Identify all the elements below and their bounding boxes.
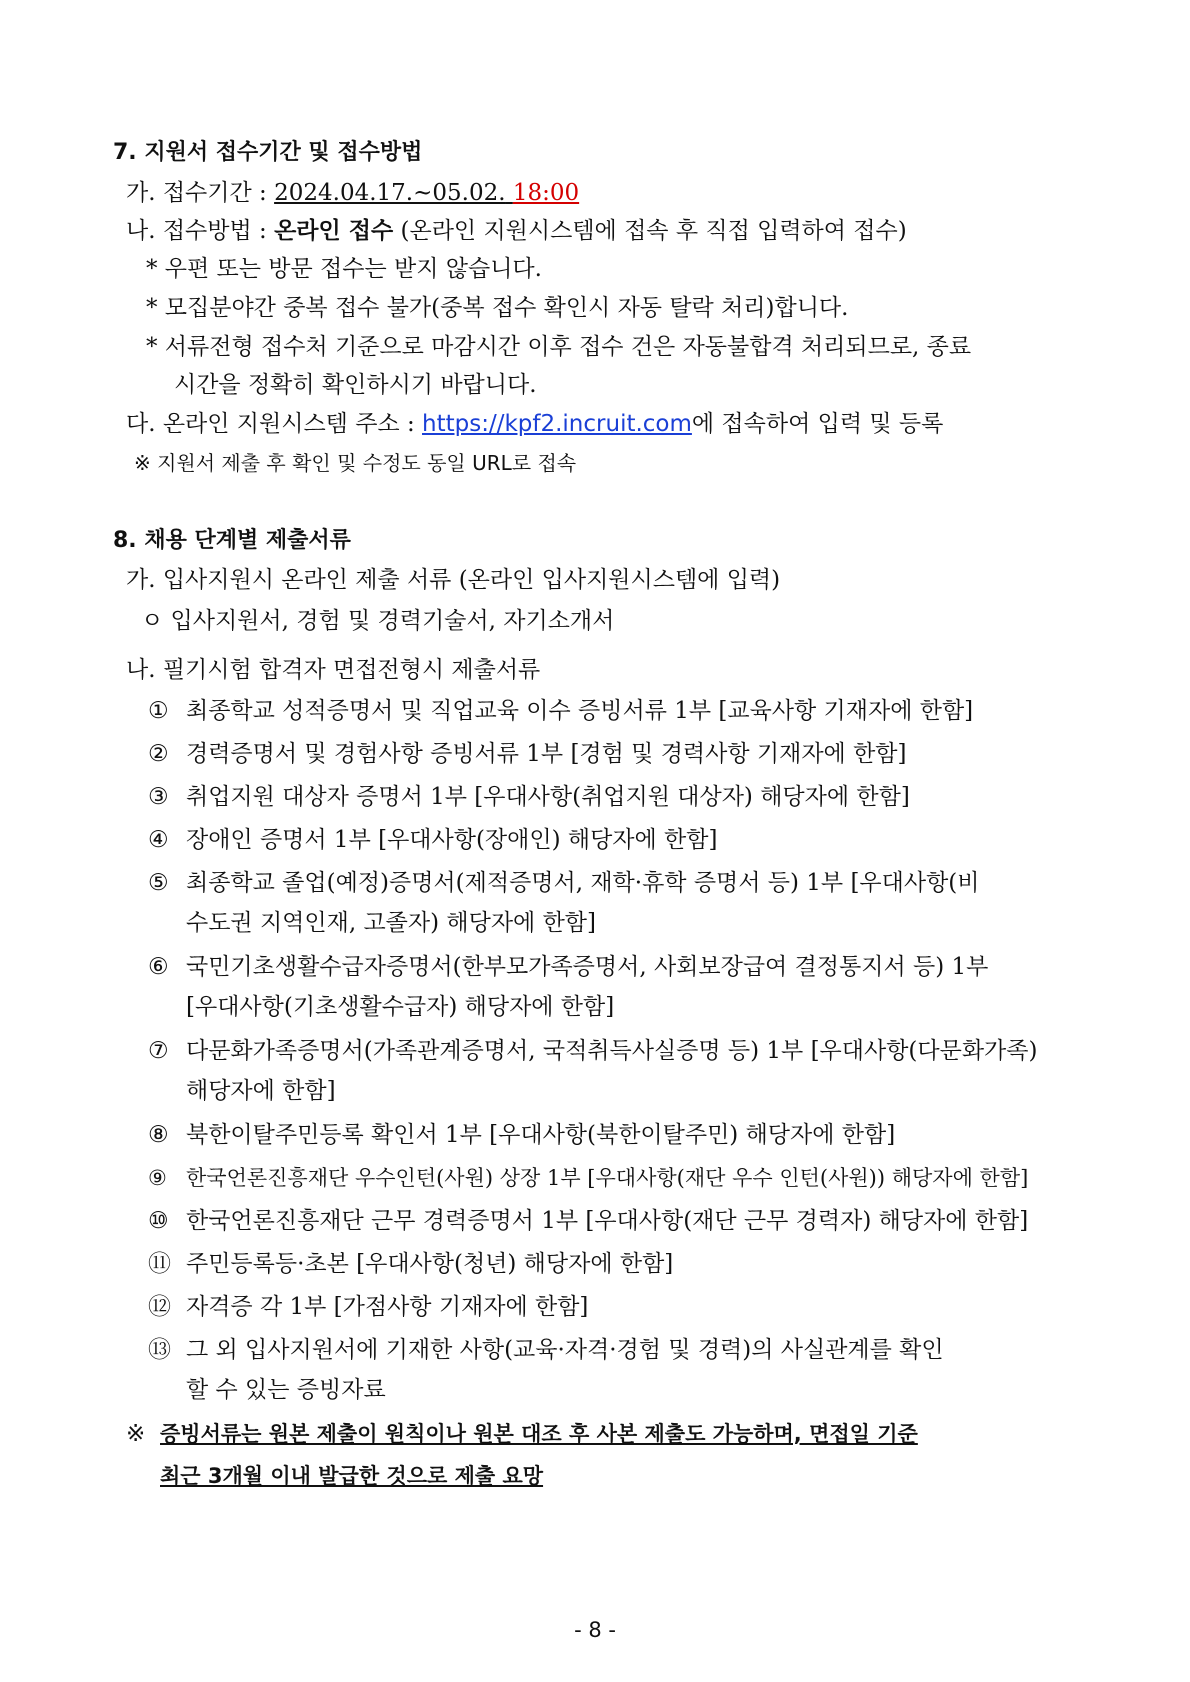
doc-item-text: 경력증명서 및 경험사항 증빙서류 1부 [경험 및 경력사항 기재자에 한함] (186, 741, 907, 767)
reference-mark: ※ (126, 1421, 146, 1447)
doc-item-text: 최종학교 졸업(예정)증명서(제적증명서, 재학·휴학 증명서 등) 1부 [우대사항(비 (186, 870, 980, 896)
doc-item-8 (148, 1120, 895, 1150)
period-date: 2024.04.17.~05.02. (274, 180, 506, 206)
doc-item-number: ⑥ (148, 954, 169, 980)
doc-item-text: 장애인 증명서 1부 [우대사항(장애인) 해당자에 한함] (186, 827, 718, 853)
address-rest: 에 접속하여 입력 및 등록 (691, 411, 944, 437)
doc-item-1 (148, 696, 973, 726)
section-8-title: 8. 채용 단계별 제출서류 (113, 528, 351, 553)
interview-docs-label: 나. 필기시험 합격자 면접전형시 제출서류 (126, 657, 541, 683)
period-line (126, 178, 579, 208)
doc-item-number: ⑦ (148, 1038, 169, 1064)
doc-item-text: 주민등록등·초본 [우대사항(청년) 해당자에 한함] (186, 1251, 674, 1277)
doc-item-number: ④ (148, 827, 169, 853)
page-number: - 8 - (574, 1618, 616, 1642)
doc-item-text: 한국언론진흥재단 근무 경력증명서 1부 [우대사항(재단 근무 경력자) 해당자에 한함] (186, 1208, 1029, 1234)
doc-item-number: ⑫ (148, 1294, 171, 1320)
method-label: 나. 접수방법 : (126, 218, 275, 244)
doc-item-12 (148, 1292, 588, 1322)
doc-item-2 (148, 739, 906, 769)
doc-item-11 (148, 1249, 673, 1279)
doc-item-number: ⑩ (148, 1208, 169, 1234)
doc-item-number: ② (148, 741, 169, 767)
doc-item-6-cont: [우대사항(기초생활수급자) 해당자에 한함] (186, 994, 615, 1020)
doc-item-number: ① (148, 698, 169, 724)
url-note: ※ 지원서 제출 후 확인 및 수정도 동일 URL로 접속 (134, 451, 577, 475)
doc-item-text: 다문화가족증명서(가족관계증명서, 국적취득사실증명 등) 1부 [우대사항(다문화가족) (186, 1038, 1038, 1064)
doc-item-number: ⑨ (148, 1166, 167, 1190)
note-post: * 우편 또는 방문 접수는 받지 않습니다. (146, 256, 542, 282)
period-label: 가. 접수기간 : (126, 180, 275, 206)
doc-item-10 (148, 1206, 1028, 1236)
note-deadline-a: * 서류전형 접수처 기준으로 마감시간 이후 접수 건은 자동불합격 처리되므로, 종료 (146, 334, 972, 360)
doc-item-5-cont: 수도권 지역인재, 고졸자) 해당자에 한함] (186, 910, 596, 936)
doc-item-number: ⑪ (148, 1251, 171, 1277)
method-bold: 온라인 접수 (274, 218, 394, 244)
doc-item-4 (148, 825, 717, 855)
doc-item-6 (148, 952, 988, 982)
doc-item-9 (148, 1163, 1028, 1193)
final-note-b: 최근 3개월 이내 발급한 것으로 제출 요망 (160, 1464, 544, 1488)
doc-item-3 (148, 782, 910, 812)
doc-item-number: ⑤ (148, 870, 169, 896)
doc-item-7 (148, 1036, 1037, 1066)
doc-item-text: 최종학교 성적증명서 및 직업교육 이수 증빙서류 1부 [교육사항 기재자에 한함] (186, 698, 974, 724)
online-docs-item: ㅇ 입사지원서, 경험 및 경력기술서, 자기소개서 (141, 608, 615, 634)
final-note-line-a (126, 1419, 918, 1449)
doc-item-number: ⑬ (148, 1337, 171, 1363)
doc-item-text: 자격증 각 1부 [가점사항 기재자에 한함] (186, 1294, 589, 1320)
doc-item-text: 그 외 입사지원서에 기재한 사항(교육·자격·경험 및 경력)의 사실관계를 확인 (186, 1337, 944, 1363)
doc-item-text: 취업지원 대상자 증명서 1부 [우대사항(취업지원 대상자) 해당자에 한함] (186, 784, 910, 810)
doc-item-number: ⑧ (148, 1122, 169, 1148)
doc-item-7-cont: 해당자에 한함] (186, 1078, 336, 1104)
final-note-line-b (160, 1461, 543, 1491)
doc-item-text: 국민기초생활수급자증명서(한부모가족증명서, 사회보장급여 결정통지서 등) 1부 (186, 954, 989, 980)
method-rest: (온라인 지원시스템에 접속 후 직접 입력하여 접수) (393, 218, 907, 244)
note-duplicate: * 모집분야간 중복 접수 불가(중복 접수 확인시 자동 탈락 처리)합니다. (146, 295, 849, 321)
doc-item-13-cont: 할 수 있는 증빙자료 (186, 1377, 386, 1403)
doc-item-13 (148, 1335, 944, 1365)
final-note-a: 증빙서류는 원본 제출이 원칙이나 원본 대조 후 사본 제출도 가능하며, 면접일 기준 (160, 1422, 918, 1446)
doc-item-text: 한국언론진흥재단 우수인턴(사원) 상장 1부 [우대사항(재단 우수 인턴(사원)) 해당자에 한함] (186, 1166, 1029, 1190)
address-label: 다. 온라인 지원시스템 주소 : (126, 411, 423, 437)
note-deadline-b: 시간을 정확히 확인하시기 바랍니다. (174, 372, 537, 398)
doc-item-text: 북한이탈주민등록 확인서 1부 [우대사항(북한이탈주민) 해당자에 한함] (186, 1122, 896, 1148)
period-time: 18:00 (512, 180, 580, 206)
apply-link[interactable]: https://kpf2.incruit.com (422, 411, 692, 437)
online-docs-label: 가. 입사지원시 온라인 제출 서류 (온라인 입사지원시스템에 입력) (126, 567, 781, 593)
address-line (126, 409, 943, 439)
doc-item-number: ③ (148, 784, 169, 810)
method-line (126, 216, 907, 246)
section-7-title: 7. 지원서 접수기간 및 접수방법 (113, 140, 423, 165)
doc-item-5 (148, 868, 980, 898)
